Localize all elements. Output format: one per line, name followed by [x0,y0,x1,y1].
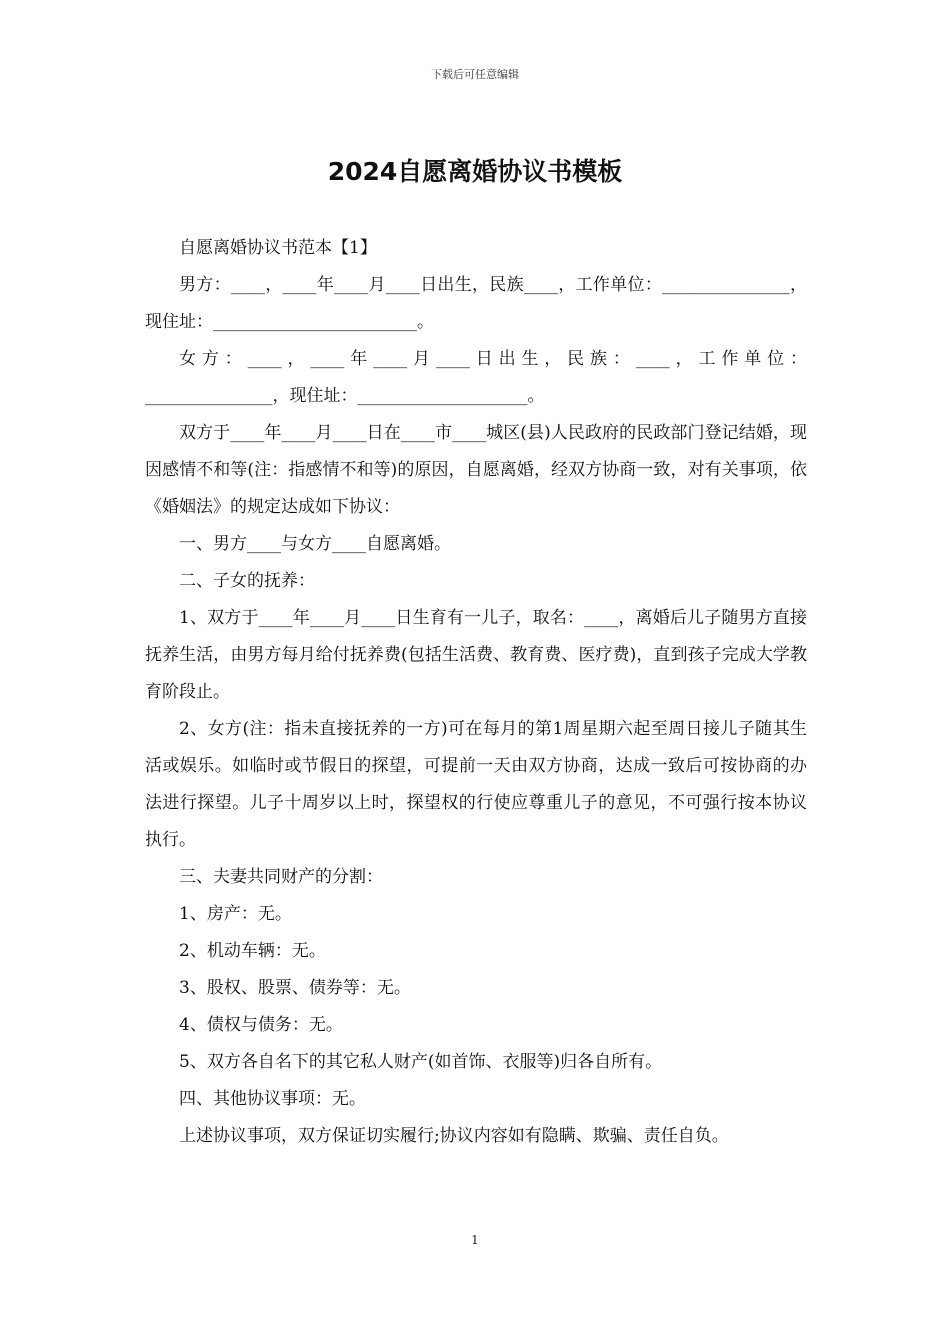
property-item-debts: 4、债权与债务：无。 [179,1015,343,1035]
clause-child-support: 1、双方于____年____月____日生育有一儿子，取名：____，离婚后儿子随男方直接抚养生活，由男方每月给付抚养费(包括生活费、教育费、医疗费)，直到孩子完成大学教育阶段止。 [145,608,807,702]
clause-other: 四、其他协议事项：无。 [179,1089,366,1109]
clause-property-heading: 三、夫妻共同财产的分割： [179,867,383,887]
female-party-info: 女方：____，____年____月____日出生，民族：____，工作单位：_______________，现住址：____________________。 [145,349,807,406]
property-item-vehicle: 2、机动车辆：无。 [179,941,326,961]
property-item-house: 1、房产：无。 [179,904,292,924]
clause-divorce: 一、男方____与女方____自愿离婚。 [179,534,451,554]
closing-statement: 上述协议事项，双方保证切实履行;协议内容如有隐瞒、欺骗、责任自负。 [179,1126,729,1146]
document-body [145,230,807,1155]
clause-visitation: 2、女方(注：指未直接抚养的一方)可在每月的第1周星期六起至周日接儿子随其生活或娱乐。如临时或节假日的探望，可提前一天由双方协商，达成一致后可按协商的办法进行探望。儿子十周岁以上时，探望权的行使应尊重儿子的意见，不可强行按本协议执行。 [145,719,807,850]
section-heading: 自愿离婚协议书范本【1】 [179,238,377,258]
property-item-securities: 3、股权、股票、债券等：无。 [179,978,411,998]
property-item-personal: 5、双方各自名下的其它私人财产(如首饰、衣服等)归各自所有。 [179,1052,663,1072]
header-note: 下载后可任意编辑 [431,68,519,81]
document-title: 2024自愿离婚协议书模板 [327,157,623,186]
clause-child-custody-heading: 二、子女的抚养： [179,571,315,591]
marriage-background: 双方于____年____月____日在____市____城区(县)人民政府的民政部门登记结婚，现因感情不和等(注：指感情不和等)的原因，自愿离婚，经双方协商一致，对有关事项，依《婚姻法》的规定达成如下协议： [145,423,807,517]
male-party-info: 男方：____，____年____月____日出生，民族____，工作单位：_______________，现住址：________________________。 [145,275,807,332]
page-number: 1 [471,1233,479,1247]
